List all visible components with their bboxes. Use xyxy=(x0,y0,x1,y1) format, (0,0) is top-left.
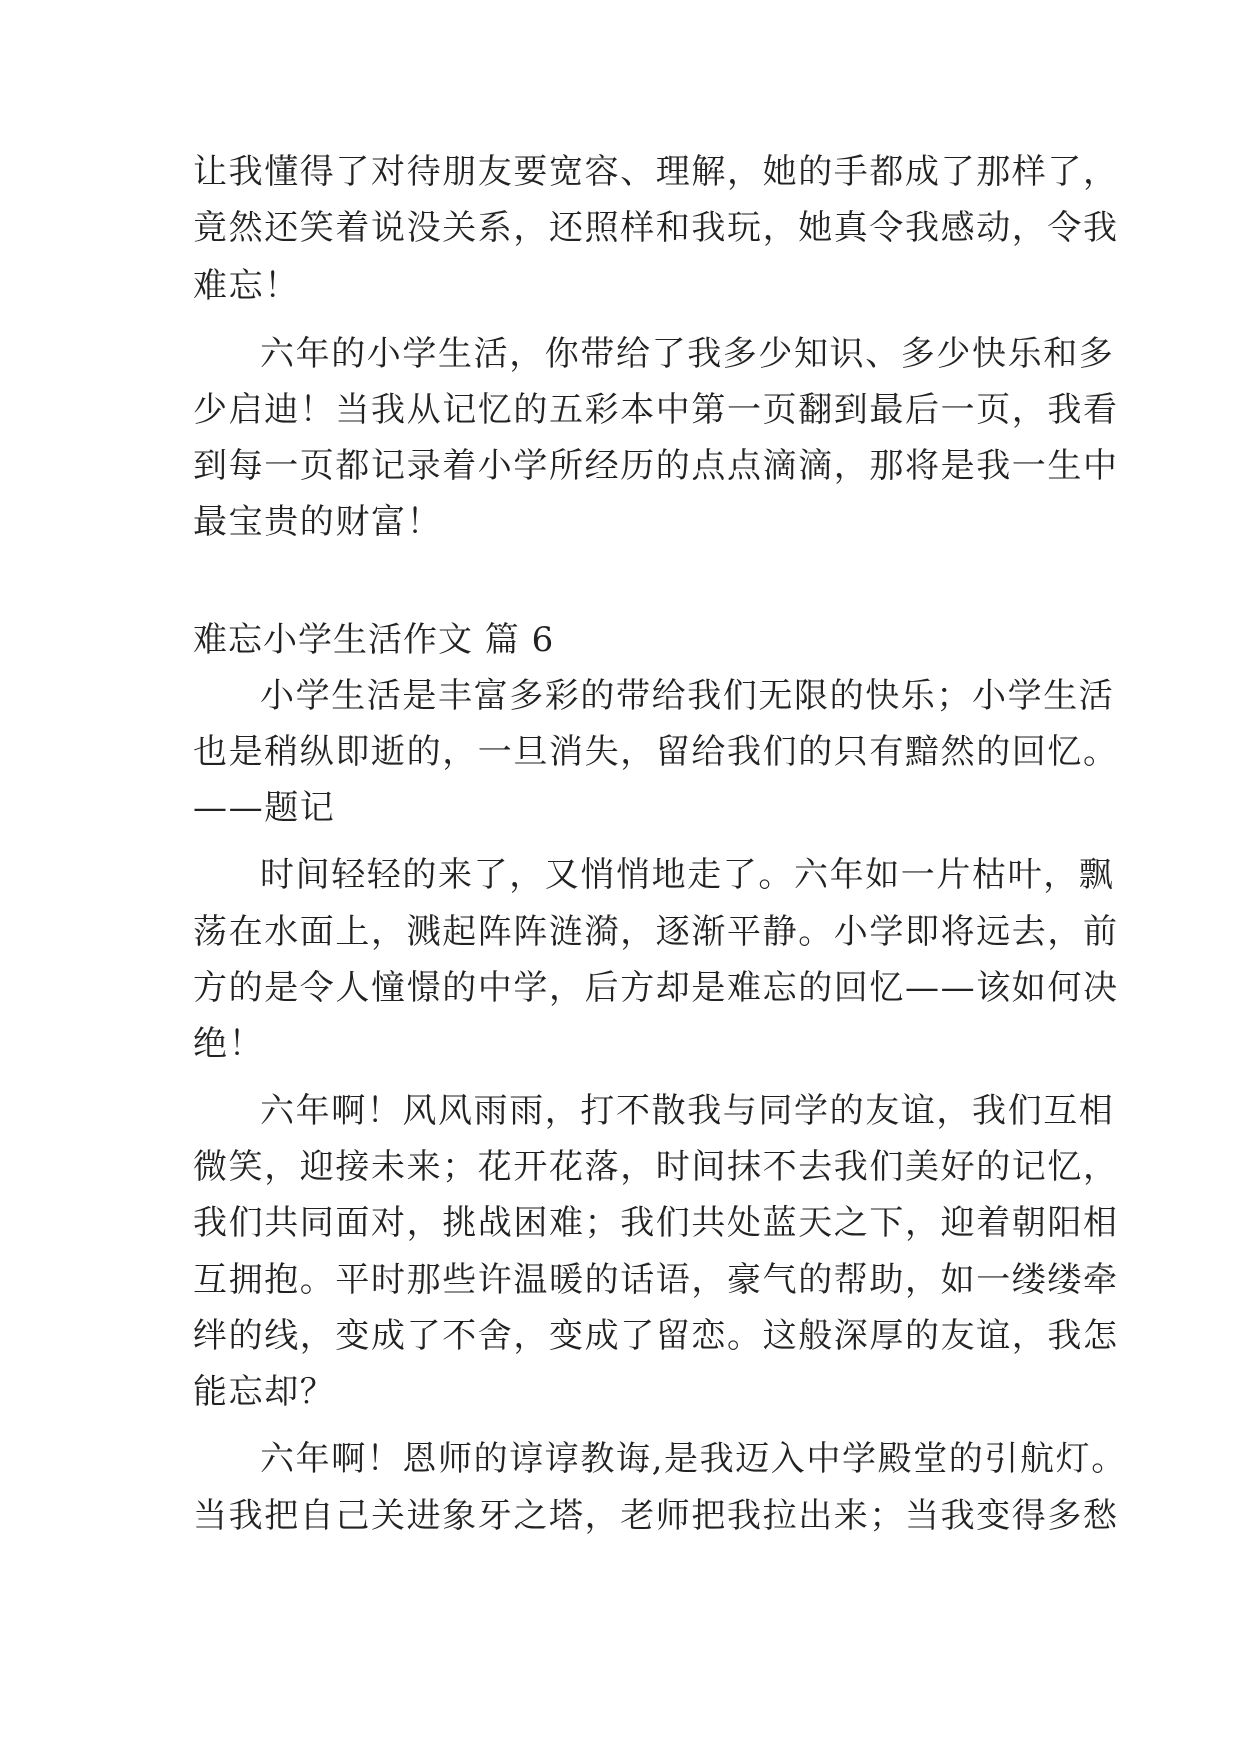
text-line: 方的是令人憧憬的中学，后方却是难忘的回忆——该如何决 xyxy=(193,968,1119,1008)
text-line: 互拥抱。平时那些许温暖的话语，豪气的帮助，如一缕缕牵 xyxy=(193,1260,1119,1300)
paragraph-first-line: 时间轻轻的来了，又悄悄地走了。六年如一片枯叶，飘 xyxy=(260,855,1115,895)
text-line: 绝！ xyxy=(193,1024,265,1064)
text-line: ——题记 xyxy=(193,788,336,828)
section-heading: 难忘小学生活作文 篇 6 xyxy=(193,620,555,660)
text-line: 能忘却？ xyxy=(193,1372,336,1412)
paragraph-first-line: 六年啊！恩师的谆谆教诲,是我迈入中学殿堂的引航灯。 xyxy=(260,1439,1127,1479)
text-line: 少启迪！当我从记忆的五彩本中第一页翻到最后一页，我看 xyxy=(193,390,1119,430)
paragraph-first-line: 六年啊！风风雨雨，打不散我与同学的友谊，我们互相 xyxy=(260,1091,1115,1131)
text-line: 绊的线，变成了不舍，变成了留恋。这般深厚的友谊，我怎 xyxy=(193,1316,1119,1356)
text-line: 我们共同面对，挑战困难；我们共处蓝天之下，迎着朝阳相 xyxy=(193,1203,1119,1243)
paragraph-first-line: 六年的小学生活，你带给了我多少知识、多少快乐和多 xyxy=(260,334,1115,374)
text-line: 难忘！ xyxy=(193,266,300,306)
paragraph-first-line: 小学生活是丰富多彩的带给我们无限的快乐；小学生活 xyxy=(260,676,1115,716)
text-line: 荡在水面上，溅起阵阵涟漪，逐渐平静。小学即将远去，前 xyxy=(193,912,1119,952)
text-line: 也是稍纵即逝的，一旦消失，留给我们的只有黯然的回忆。 xyxy=(193,732,1119,772)
text-line: 微笑，迎接未来；花开花落，时间抹不去我们美好的记忆， xyxy=(193,1147,1119,1187)
text-line: 竟然还笑着说没关系，还照样和我玩，她真令我感动，令我 xyxy=(193,208,1119,248)
text-line: 当我把自己关进象牙之塔，老师把我拉出来；当我变得多愁 xyxy=(193,1496,1119,1536)
text-line: 最宝贵的财富！ xyxy=(193,502,443,542)
text-line: 让我懂得了对待朋友要宽容、理解，她的手都成了那样了， xyxy=(193,152,1119,192)
text-line: 到每一页都记录着小学所经历的点点滴滴，那将是我一生中 xyxy=(193,446,1119,486)
